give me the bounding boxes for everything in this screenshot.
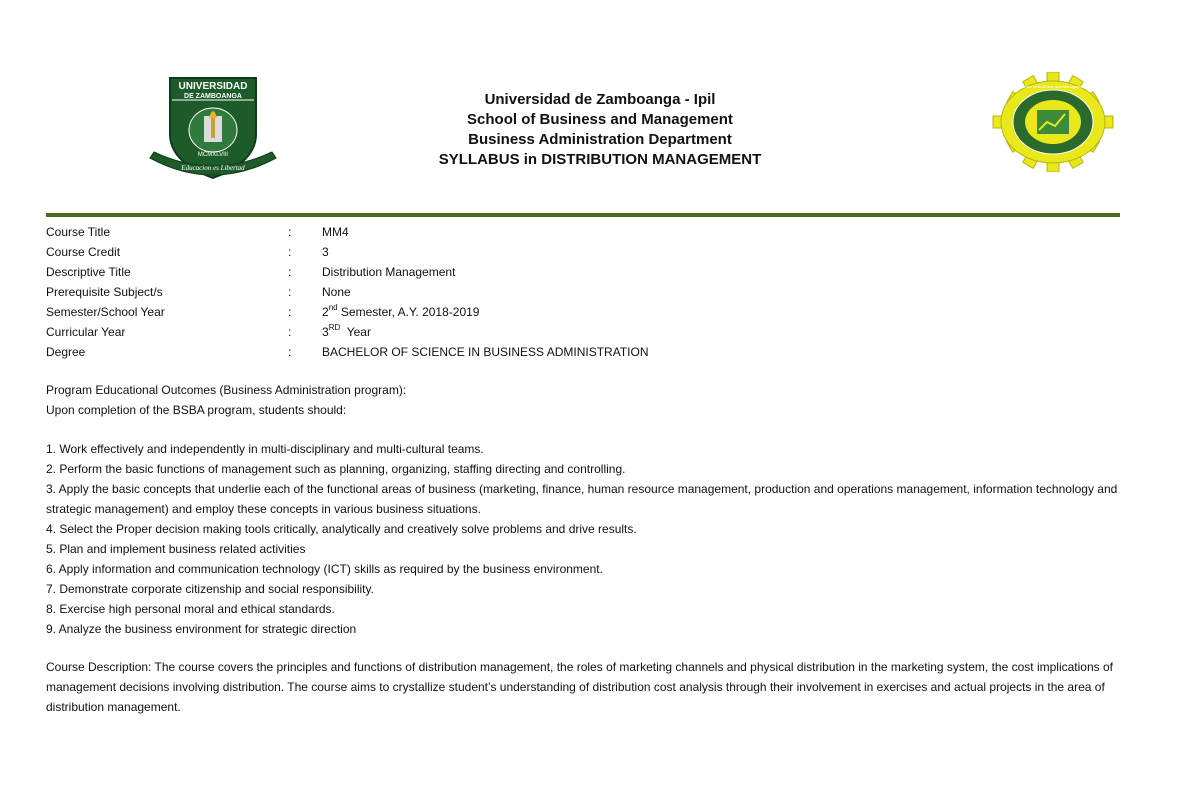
info-colon: :	[288, 305, 292, 319]
info-value	[322, 322, 371, 342]
outcome-item: 1. Work effectively and independently in multi-disciplinary and multi-cultural teams.	[46, 442, 484, 456]
info-row-course-title	[46, 222, 1046, 242]
school-name: School of Business and Management	[467, 111, 733, 128]
info-colon: :	[288, 325, 292, 339]
info-value: BACHELOR OF SCIENCE IN BUSINESS ADMINISTRATION	[322, 345, 649, 359]
outcome-item: 6. Apply information and communication technology (ICT) skills as required by the business environment.	[46, 562, 603, 576]
info-colon: :	[288, 265, 292, 279]
info-colon: :	[288, 225, 292, 239]
info-value: Distribution Management	[322, 265, 456, 279]
info-row-prerequisite	[46, 282, 1046, 302]
info-label: Prerequisite Subject/s	[46, 285, 163, 299]
header-divider	[46, 213, 1120, 217]
semester-number: 2	[322, 305, 329, 319]
department-name: Business Administration Department	[468, 131, 732, 148]
outcome-item: 7. Demonstrate corporate citizenship and social responsibility.	[46, 582, 374, 596]
outcome-item: 8. Exercise high personal moral and ethical standards.	[46, 602, 335, 616]
peo-intro: Upon completion of the BSBA program, students should:	[46, 403, 347, 417]
year-number: 3	[322, 325, 329, 339]
outcome-item: 4. Select the Proper decision making tools critically, analytically and creatively solve problems and drive results.	[46, 522, 637, 536]
info-value: None	[322, 285, 351, 299]
semester-ordinal: nd	[328, 303, 338, 312]
info-label: Course Credit	[46, 245, 121, 259]
info-colon: :	[288, 285, 292, 299]
document-header	[0, 0, 1200, 215]
year-text: Year	[340, 325, 371, 339]
year-ordinal: RD	[328, 323, 341, 332]
info-value: 3	[322, 245, 329, 259]
info-label: Degree	[46, 345, 86, 359]
info-colon: :	[288, 245, 292, 259]
info-row-course-credit	[46, 242, 1046, 262]
info-colon: :	[288, 345, 292, 359]
info-row-degree	[46, 342, 1046, 362]
info-row-semester	[46, 302, 1046, 322]
program-outcomes-intro	[46, 380, 1136, 420]
info-label: Descriptive Title	[46, 265, 131, 279]
seal-text-universidad: UNIVERSIDAD	[178, 81, 248, 92]
course-description: Course Description: The course covers the principles and functions of distribution management, the roles of marketing channels and physical distribution in the marketing system, the cost implications of management decisions involving distribution. The course aims to crystallize student’s understanding of distribution cost analysis through their involvement in exercises and actual projects in the area of distribution management.	[46, 660, 1113, 714]
university-seal-logo	[148, 74, 278, 182]
gear-seal-text: School of Business and Management	[1019, 84, 1087, 89]
seal-text-motto: Educacion es Libertad	[181, 164, 245, 172]
university-name: Universidad de Zamboanga - Ipil	[484, 91, 716, 108]
outcome-item: 9. Analyze the business environment for strategic direction	[46, 622, 357, 636]
outcome-item: 3. Apply the basic concepts that underlie each of the functional areas of business (marketing, finance, human resource management, production and operations management, information technology and strategic management) and employ these concepts in various business situations.	[46, 482, 1118, 516]
outcome-item: 2. Perform the basic functions of management such as planning, organizing, staffing directing and controlling.	[46, 462, 626, 476]
info-value: MM4	[322, 225, 349, 239]
info-value	[322, 302, 479, 322]
seal-text-zamboanga: DE ZAMBOANGA	[184, 93, 242, 100]
seal-text-year: MCMXLVIII	[197, 152, 229, 158]
info-row-curricular-year	[46, 322, 1046, 342]
info-row-descriptive-title	[46, 262, 1046, 282]
school-gear-seal-logo	[990, 72, 1116, 172]
outcome-item: 5. Plan and implement business related activities	[46, 542, 306, 556]
header-titles	[350, 90, 850, 170]
peo-heading: Program Educational Outcomes (Business Administration program):	[46, 383, 407, 397]
semester-text: Semester, A.Y. 2018-2019	[337, 305, 480, 319]
info-label: Course Title	[46, 225, 111, 239]
outcomes-list	[46, 439, 1136, 639]
course-info-table	[46, 222, 1046, 362]
info-label: Semester/School Year	[46, 305, 165, 319]
info-label: Curricular Year	[46, 325, 126, 339]
syllabus-title: SYLLABUS in DISTRIBUTION MANAGEMENT	[438, 151, 762, 168]
